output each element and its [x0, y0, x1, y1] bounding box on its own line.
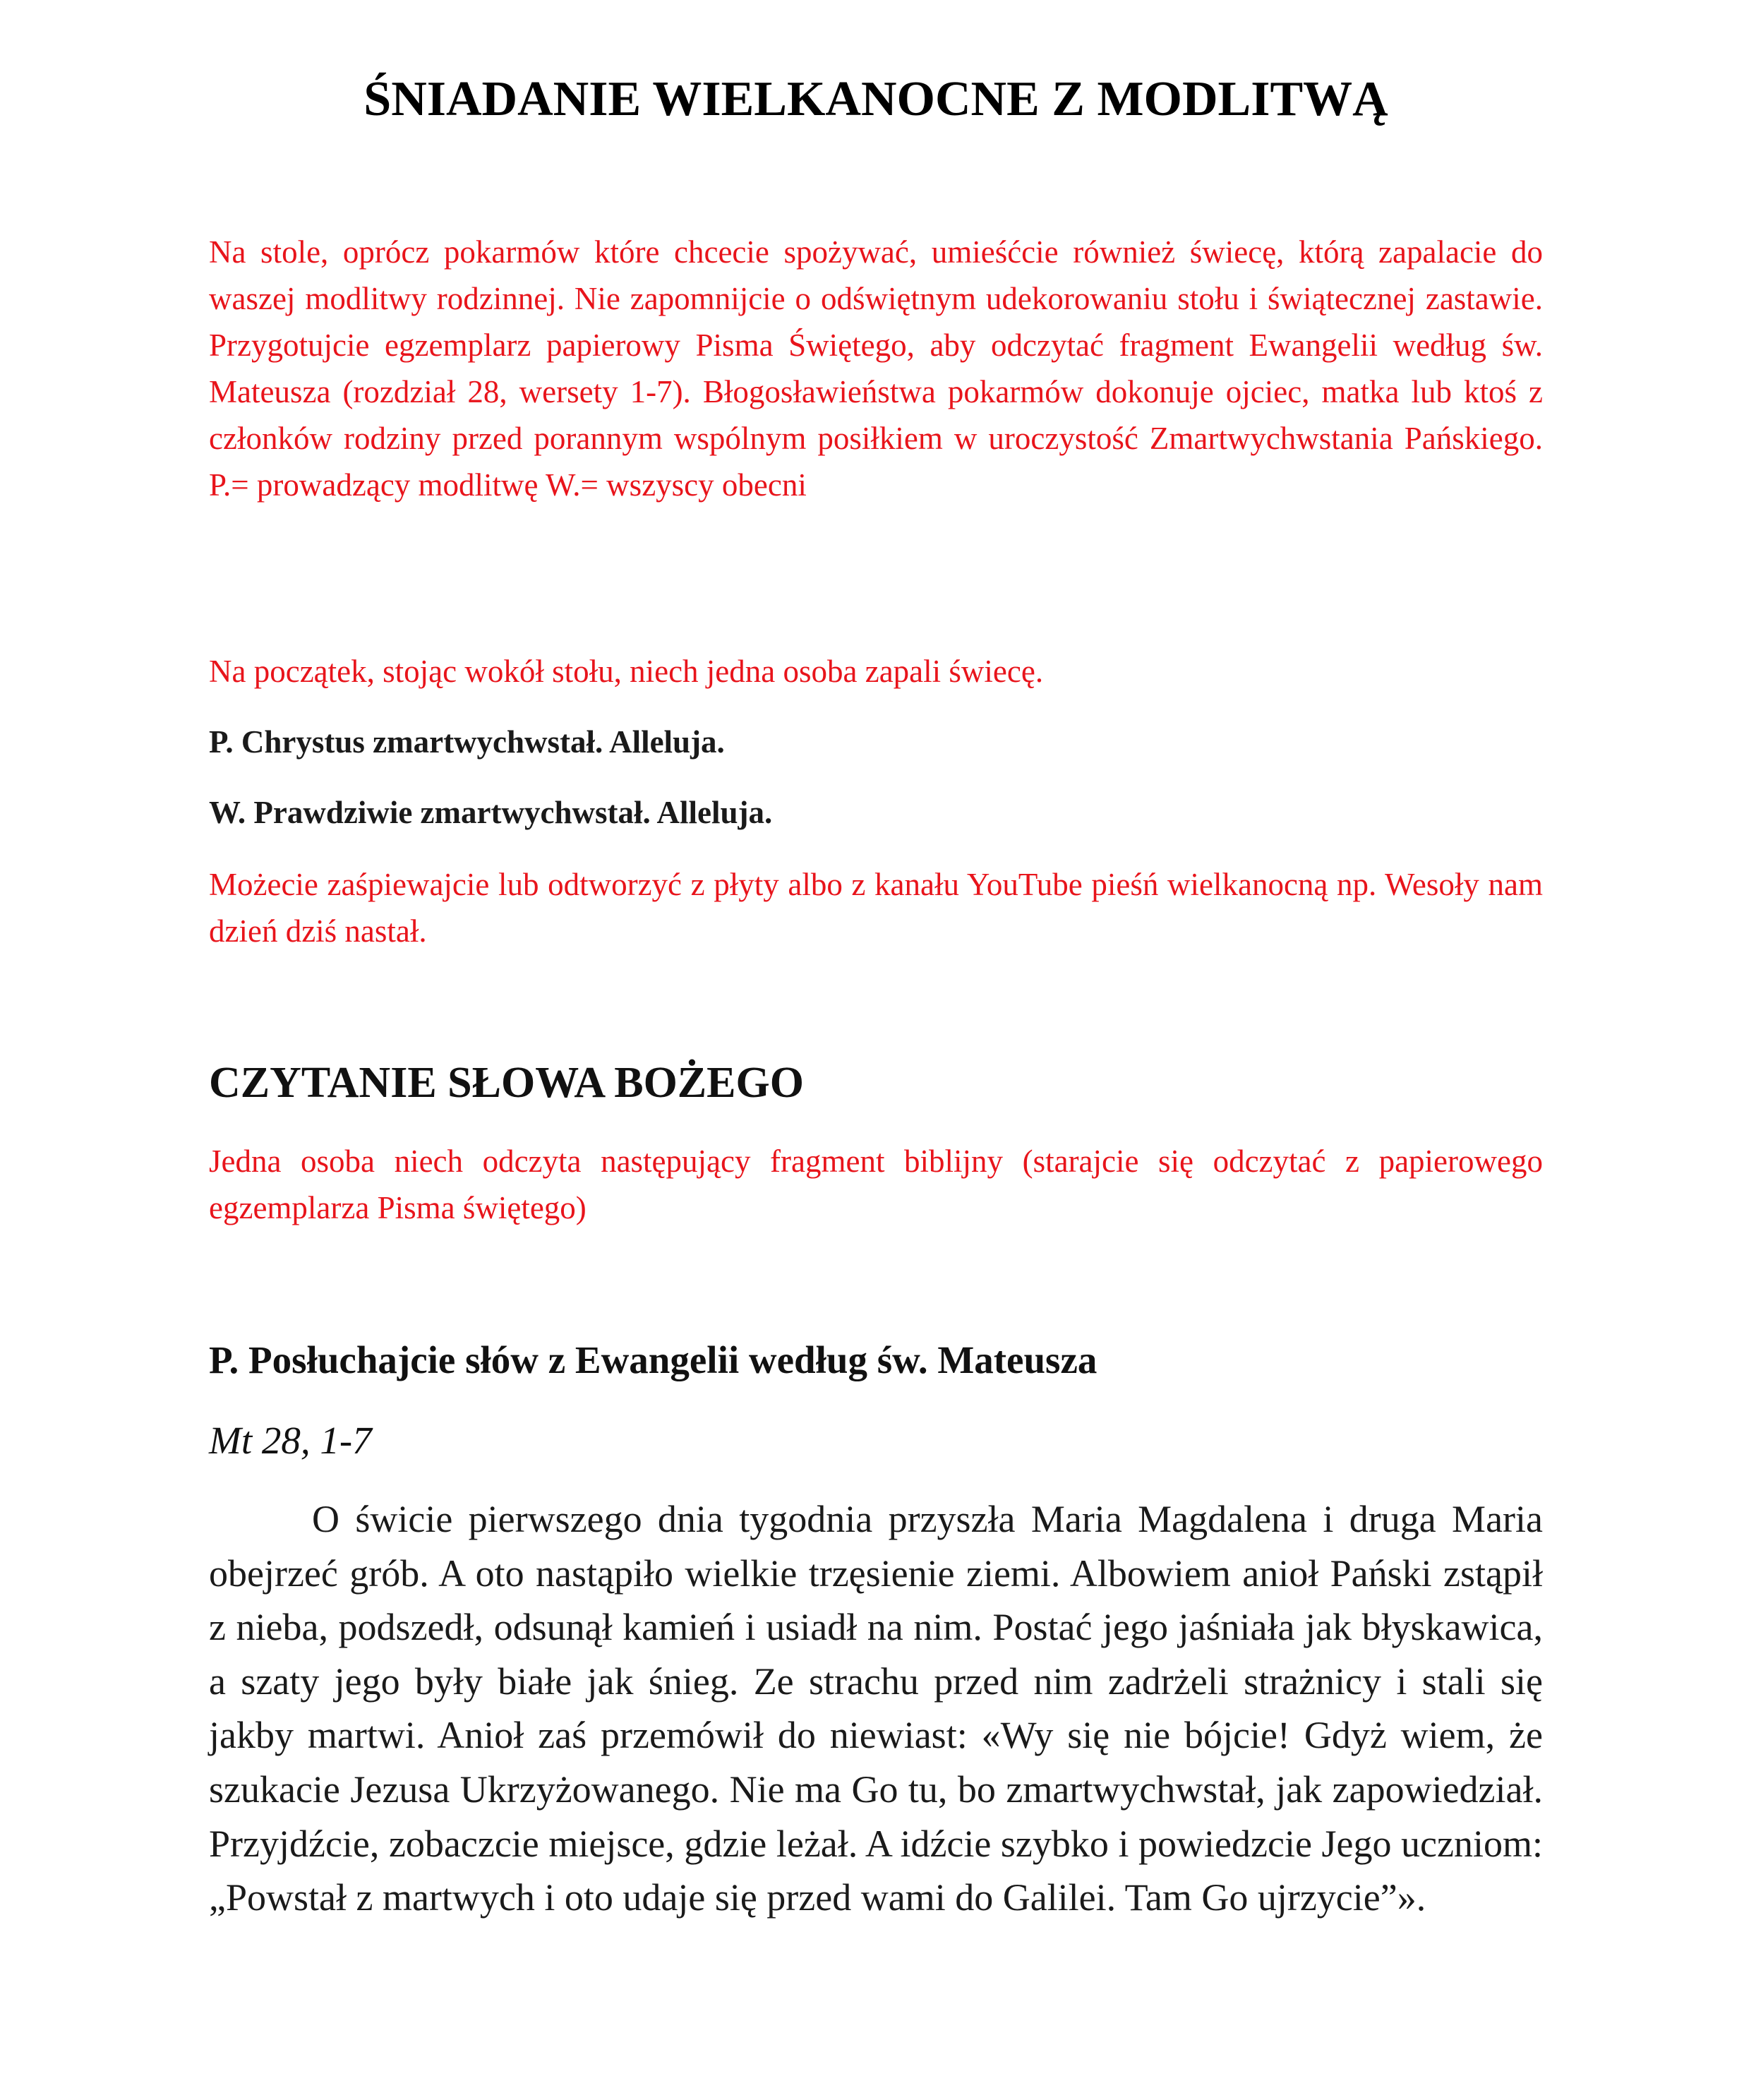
document-title: ŚNIADANIE WIELKANOCNE Z MODLITWĄ [363, 72, 1388, 126]
all-response-line: W. Prawdziwie zmartwychwstał. Alleluja. [209, 795, 773, 830]
leader-line: P. Chrystus zmartwychwstał. Alleluja. [209, 724, 725, 760]
reading-instruction: Jedna osoba niech odczyta następujący fragment biblijny (starajcie się odczytać z papierowego egzemplarza Pisma świętego) [209, 1144, 1543, 1225]
gospel-heading: P. Posłuchajcie słów z Ewangelii według św. Mateusza [209, 1338, 1097, 1381]
section-heading: CZYTANIE SŁOWA BOŻEGO [209, 1059, 804, 1107]
scripture-citation: Mt 28, 1-7 [209, 1419, 372, 1462]
intro-instruction: Na stole, oprócz pokarmów które chcecie spożywać, umieśćcie również świecę, którą zapalacie do waszej modlitwy rodzinnej. Nie zapomnijcie o odświętnym udekorowaniu stołu i świątecznej zastawie. Przygotujcie egzemplarz papierowy Pisma Świętego, aby odczytać fragment Ewangelii według św. Mateusza (rozdział 28, wersety 1-7). Błogosławieństwa pokarmów dokonuje ojciec, matka lub ktoś z członków rodziny przed porannym wspólnym posiłkiem w uroczystość Zmartwychwstania Pańskiego. P.= prowadzący modlitwę W.= wszyscy obecni [209, 234, 1543, 503]
gospel-text: O świcie pierwszego dnia tygodnia przyszła Maria Magdalena i druga Maria obejrzeć grób. A oto nastąpiło wielkie trzęsienie ziemi. Albowiem anioł Pański zstąpił z nieba, podszedł, odsunął kamień i usiadł na nim. Postać jego jaśniała jak błyskawica, a szaty jego były białe jak śnieg. Ze strachu przed nim zadrżeli strażnicy i stali się jakby martwi. Anioł zaś przemówił do niewiast: «Wy się nie bójcie! Gdyż wiem, że szukacie Jezusa Ukrzyżowanego. Nie ma Go tu, bo zmartwychwstał, jak zapowiedział. Przyjdźcie, zobaczcie miejsce, gdzie leżał. A idźcie szybko i powiedzcie Jego uczniom: „Powstał z martwych i oto udaje się przed wami do Galilei. Tam Go ujrzycie”». [209, 1498, 1543, 1919]
start-instruction: Na początek, stojąc wokół stołu, niech jedna osoba zapali świecę. [209, 654, 1044, 689]
song-instruction: Możecie zaśpiewajcie lub odtworzyć z płyty albo z kanału YouTube pieśń wielkanocną np. Wesoły nam dzień dziś nastał. [209, 867, 1543, 949]
